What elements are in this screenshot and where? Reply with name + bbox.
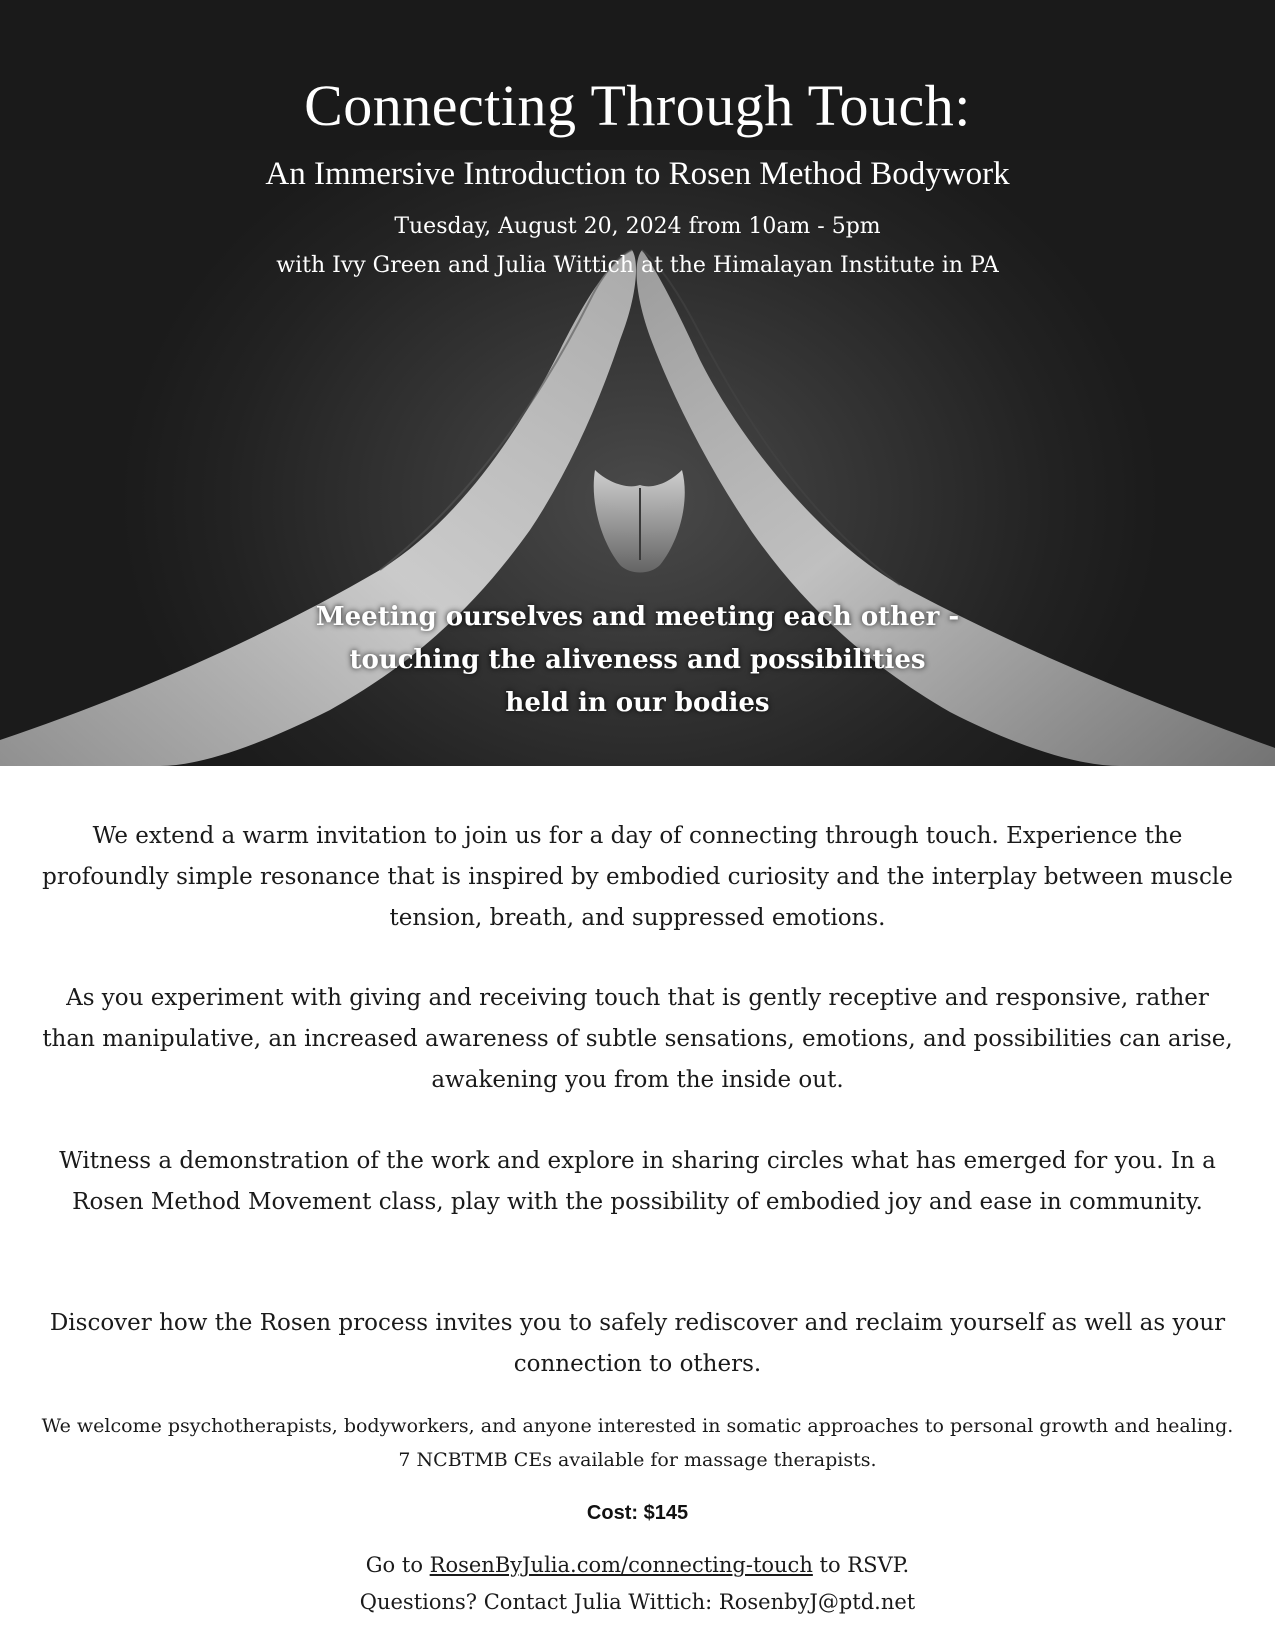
contact-section [0, 1547, 1275, 1621]
audience-note: We welcome psychotherapists, bodyworkers, and anyone interested in somatic approaches to personal growth and healing. 7 NCBTMB CEs available for massage therapists. [41, 1415, 1234, 1471]
hero-tagline [0, 596, 1275, 725]
discover-paragraph: Discover how the Rosen process invites you to safely rediscover and reclaim yourself as well as your connection to others. [49, 1310, 1226, 1377]
experience-paragraph: As you experiment with giving and receiving touch that is gently receptive and responsive, rather than manipulative, an increased awareness of subtle sensations, emotions, and possibilities can arise, awakening you from the inside out. [42, 985, 1233, 1093]
event-date: Tuesday, August 20, 2024 from 10am - 5pm [394, 214, 881, 239]
page-subtitle: An Immersive Introduction to Rosen Method Bodywork [265, 156, 1010, 192]
contact-line: Questions? Contact Julia Wittich: RosenbyJ@ptd.net [359, 1590, 916, 1614]
event-cost: Cost: $145 [586, 1502, 689, 1524]
rsvp-prefix: Go to [365, 1553, 430, 1577]
page-title: Connecting Through Touch: [304, 73, 971, 138]
rsvp-suffix: to RSVP. [812, 1553, 910, 1577]
tagline-line: held in our bodies [505, 688, 770, 718]
rsvp-link[interactable]: RosenByJulia.com/connecting-touch [429, 1553, 813, 1577]
tagline-line: touching the aliveness and possibilities [349, 645, 926, 675]
hero-banner [0, 0, 1275, 766]
event-hosts-location: with Ivy Green and Julia Wittich at the Himalayan Institute in PA [276, 253, 999, 278]
demonstration-paragraph: Witness a demonstration of the work and explore in sharing circles what has emerged for you. In a Rosen Method Movement class, play with the possibility of embodied joy and ease in community. [59, 1148, 1216, 1215]
intro-paragraph: We extend a warm invitation to join us for a day of connecting through touch. Experience the profoundly simple resonance that is inspired by embodied curiosity and the interplay between muscle tension, breath, and suppressed emotions. [42, 823, 1233, 931]
tagline-line: Meeting ourselves and meeting each other - [315, 602, 960, 632]
rsvp-line [0, 1547, 1275, 1584]
